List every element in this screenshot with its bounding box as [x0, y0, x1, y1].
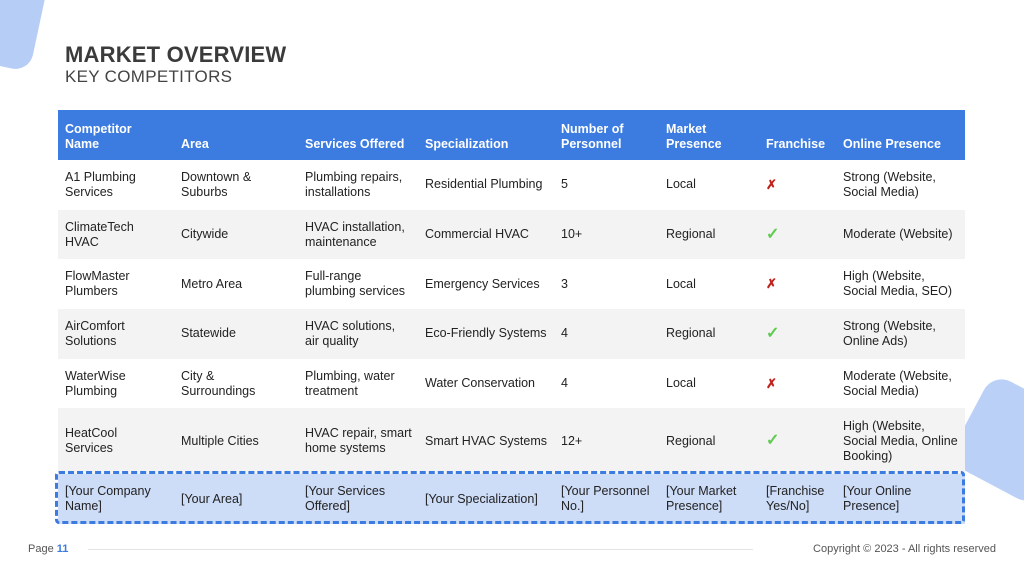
cell-specialization: Commercial HVAC — [418, 210, 554, 260]
table-body — [58, 160, 965, 524]
cell-competitor-name: HeatCool Services — [58, 408, 174, 474]
cell-services: HVAC solutions, air quality — [298, 309, 418, 359]
cell-online-presence: Moderate (Website, Social Media) — [836, 359, 965, 409]
page-label: Page — [28, 543, 54, 555]
cross-icon: ✗ — [766, 176, 777, 192]
table-header — [58, 110, 965, 160]
table-row — [58, 359, 965, 409]
cell-market-presence: Regional — [659, 309, 759, 359]
cell-competitor-name: ClimateTech HVAC — [58, 210, 174, 260]
cell-specialization: Emergency Services — [418, 259, 554, 309]
cell-competitor-name: WaterWise Plumbing — [58, 359, 174, 409]
column-header-specialization: Specialization — [418, 110, 554, 160]
decorative-shape-top-left — [0, 0, 49, 72]
placeholder-company-name[interactable]: [Your Company Name] — [58, 474, 174, 524]
column-header-online-presence: Online Presence — [836, 110, 965, 160]
cell-area: Statewide — [174, 309, 298, 359]
cell-franchise — [759, 210, 836, 260]
table-row — [58, 408, 965, 474]
cell-online-presence: Moderate (Website) — [836, 210, 965, 260]
cell-area: City & Surroundings — [174, 359, 298, 409]
cell-personnel: 5 — [554, 160, 659, 210]
placeholder-services[interactable]: [Your Services Offered] — [298, 474, 418, 524]
cell-franchise — [759, 160, 836, 210]
check-icon: ✓ — [766, 432, 780, 450]
cell-personnel: 10+ — [554, 210, 659, 260]
header-row — [58, 110, 965, 160]
cell-market-presence: Local — [659, 259, 759, 309]
cell-area: Multiple Cities — [174, 408, 298, 474]
cell-specialization: Residential Plumbing — [418, 160, 554, 210]
cell-competitor-name: A1 Plumbing Services — [58, 160, 174, 210]
table-row — [58, 160, 965, 210]
page-number-value: 11 — [56, 543, 69, 555]
cell-personnel: 12+ — [554, 408, 659, 474]
cell-specialization: Eco-Friendly Systems — [418, 309, 554, 359]
check-icon: ✓ — [766, 324, 780, 342]
cell-competitor-name: AirComfort Solutions — [58, 309, 174, 359]
page-title: MARKET OVERVIEW — [65, 42, 287, 67]
placeholder-franchise[interactable]: [Franchise Yes/No] — [759, 474, 836, 524]
column-header-area: Area — [174, 110, 298, 160]
cell-area: Downtown & Suburbs — [174, 160, 298, 210]
column-header-market-presence: Market Presence — [659, 110, 759, 160]
cell-area: Metro Area — [174, 259, 298, 309]
cell-market-presence: Regional — [659, 408, 759, 474]
placeholder-market-presence[interactable]: [Your Market Presence] — [659, 474, 759, 524]
cell-personnel: 4 — [554, 309, 659, 359]
cell-services: Full-range plumbing services — [298, 259, 418, 309]
cell-personnel: 3 — [554, 259, 659, 309]
placeholder-area[interactable]: [Your Area] — [174, 474, 298, 524]
cell-online-presence: Strong (Website, Social Media) — [836, 160, 965, 210]
cell-franchise — [759, 408, 836, 474]
copyright-text: Copyright © 2023 - All rights reserved — [813, 543, 996, 555]
cell-services: HVAC installation, maintenance — [298, 210, 418, 260]
cell-online-presence: High (Website, Social Media, Online Booking) — [836, 408, 965, 474]
table-row — [58, 210, 965, 260]
cell-franchise — [759, 259, 836, 309]
competitor-table — [58, 110, 965, 524]
placeholder-personnel[interactable]: [Your Personnel No.] — [554, 474, 659, 524]
footer-divider — [88, 549, 753, 550]
page-number — [28, 543, 68, 555]
cross-icon: ✗ — [766, 375, 777, 391]
column-header-services-offered: Services Offered — [298, 110, 418, 160]
cell-market-presence: Local — [659, 160, 759, 210]
cell-personnel: 4 — [554, 359, 659, 409]
cell-franchise — [759, 309, 836, 359]
cell-online-presence: High (Website, Social Media, SEO) — [836, 259, 965, 309]
table-row — [58, 309, 965, 359]
page-subtitle: KEY COMPETITORS — [65, 67, 233, 86]
placeholder-specialization[interactable]: [Your Specialization] — [418, 474, 554, 524]
cell-competitor-name: FlowMaster Plumbers — [58, 259, 174, 309]
cell-services: Plumbing repairs, installations — [298, 160, 418, 210]
table-row — [58, 259, 965, 309]
cell-services: Plumbing, water treatment — [298, 359, 418, 409]
competitor-table-container — [58, 110, 965, 524]
column-header-personnel: Number of Personnel — [554, 110, 659, 160]
check-icon: ✓ — [766, 225, 780, 243]
cell-market-presence: Regional — [659, 210, 759, 260]
placeholder-row[interactable] — [58, 474, 965, 524]
cell-area: Citywide — [174, 210, 298, 260]
cell-specialization: Smart HVAC Systems — [418, 408, 554, 474]
cell-services: HVAC repair, smart home systems — [298, 408, 418, 474]
cell-online-presence: Strong (Website, Online Ads) — [836, 309, 965, 359]
cross-icon: ✗ — [766, 276, 777, 292]
cell-specialization: Water Conservation — [418, 359, 554, 409]
cell-market-presence: Local — [659, 359, 759, 409]
column-header-franchise: Franchise — [759, 110, 836, 160]
column-header-competitor-name: Competitor Name — [58, 110, 174, 160]
cell-franchise — [759, 359, 836, 409]
placeholder-online-presence[interactable]: [Your Online Presence] — [836, 474, 965, 524]
